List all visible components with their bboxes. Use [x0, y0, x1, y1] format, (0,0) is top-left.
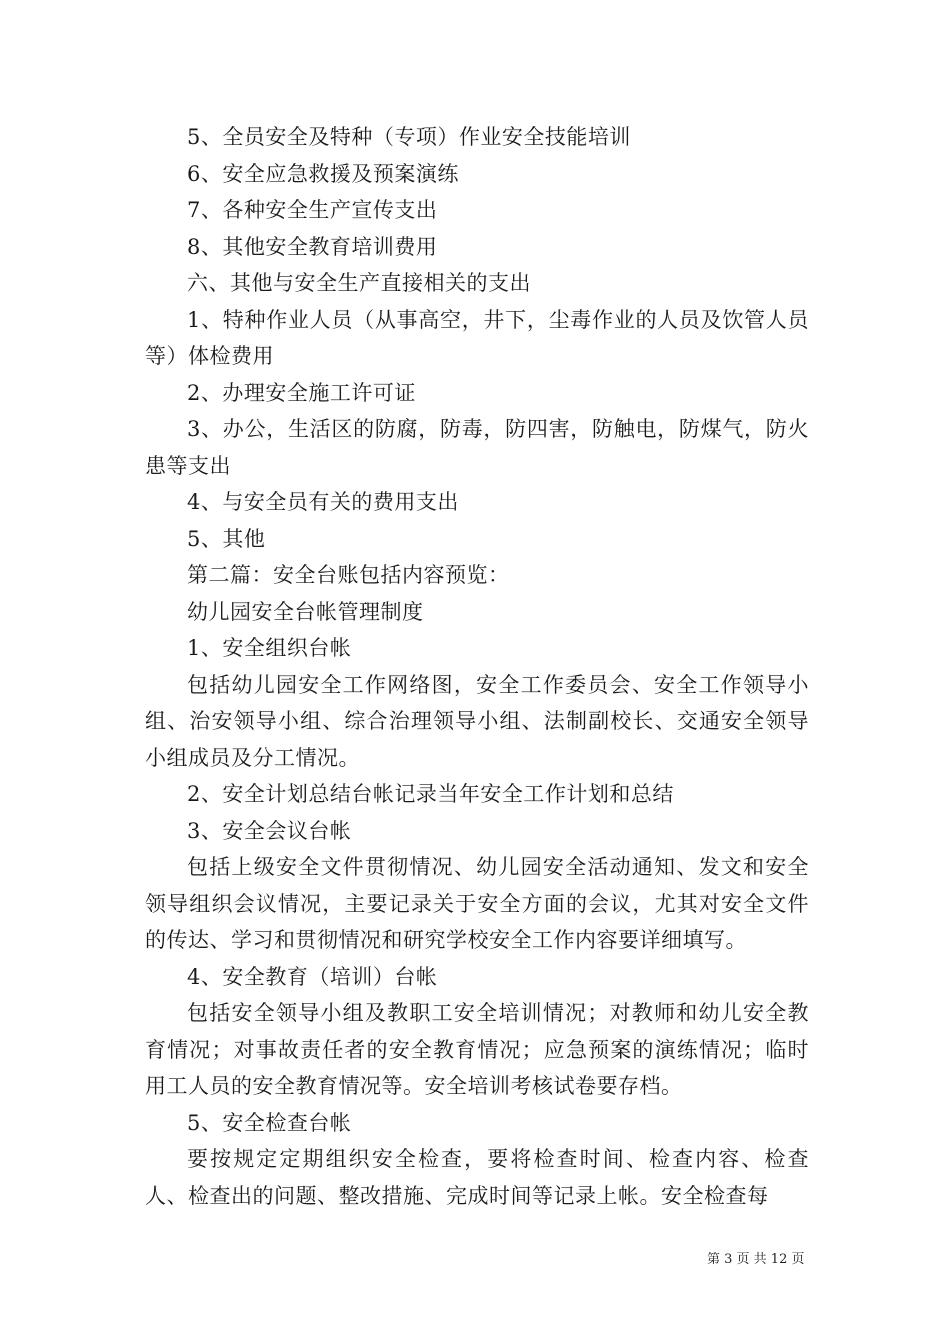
paragraph: 2、办理安全施工许可证 — [187, 380, 416, 405]
paragraph: 包括上级安全文件贯彻情况、幼儿园安全活动通知、发文和安全领导组织会议情况，主要记录关于安全方面的会议，尤其对安全文件的传达、学习和贯彻情况和研究学校安全工作内容要详细填写。 — [145, 855, 809, 952]
paragraph: 2、安全计划总结台帐记录当年安全工作计划和总结 — [187, 782, 674, 806]
section-heading: 六、其他与安全生产直接相关的支出 — [187, 271, 531, 295]
paragraph: 要按规定定期组织安全检查，要将检查时间、检查内容、检查人、检查出的问题、整改措施、完成时间等记录上帐。安全检查每 — [145, 1147, 809, 1208]
chapter-heading: 第二篇：安全台账包括内容预览： — [187, 563, 510, 587]
paragraph: 包括幼儿园安全工作网络图，安全工作委员会、安全工作领导小组、治安领导小组、综合治理领导小组、法制副校长、交通安全领导小组成员及分工情况。 — [145, 672, 809, 770]
paragraph: 5、其他 — [187, 526, 266, 551]
paragraph: 1、特种作业人员（从事高空，井下，尘毒作业的人员及饮管人员等）体检费用 — [145, 307, 809, 368]
paragraph: 1、安全组织台帐 — [187, 636, 352, 660]
paragraph: 8、其他安全教育培训费用 — [187, 234, 438, 259]
document-title: 幼儿园安全台帐管理制度 — [187, 599, 424, 624]
paragraph: 3、办公，生活区的防腐，防毒，防四害，防触电，防煤气，防火患等支出 — [145, 417, 809, 478]
paragraph: 5、安全检查台帐 — [187, 1110, 352, 1135]
paragraph: 5、全员安全及特种（专项）作业安全技能培训 — [187, 125, 631, 149]
paragraph: 4、与安全员有关的费用支出 — [187, 490, 459, 514]
paragraph: 4、安全教育（培训）台帐 — [187, 964, 438, 989]
document-body — [145, 119, 809, 1214]
paragraph: 包括安全领导小组及教职工安全培训情况；对教师和幼儿安全教育情况；对事故责任者的安全教育情况；应急预案的演练情况；临时用工人员的安全教育情况等。安全培训考核试卷要存档。 — [145, 1001, 809, 1098]
paragraph: 6、安全应急救援及预案演练 — [187, 161, 459, 186]
paragraph: 7、各种安全生产宣传支出 — [187, 198, 438, 222]
page-number-footer: 第 3 页 共 12 页 — [707, 1252, 805, 1267]
paragraph: 3、安全会议台帐 — [187, 818, 352, 843]
